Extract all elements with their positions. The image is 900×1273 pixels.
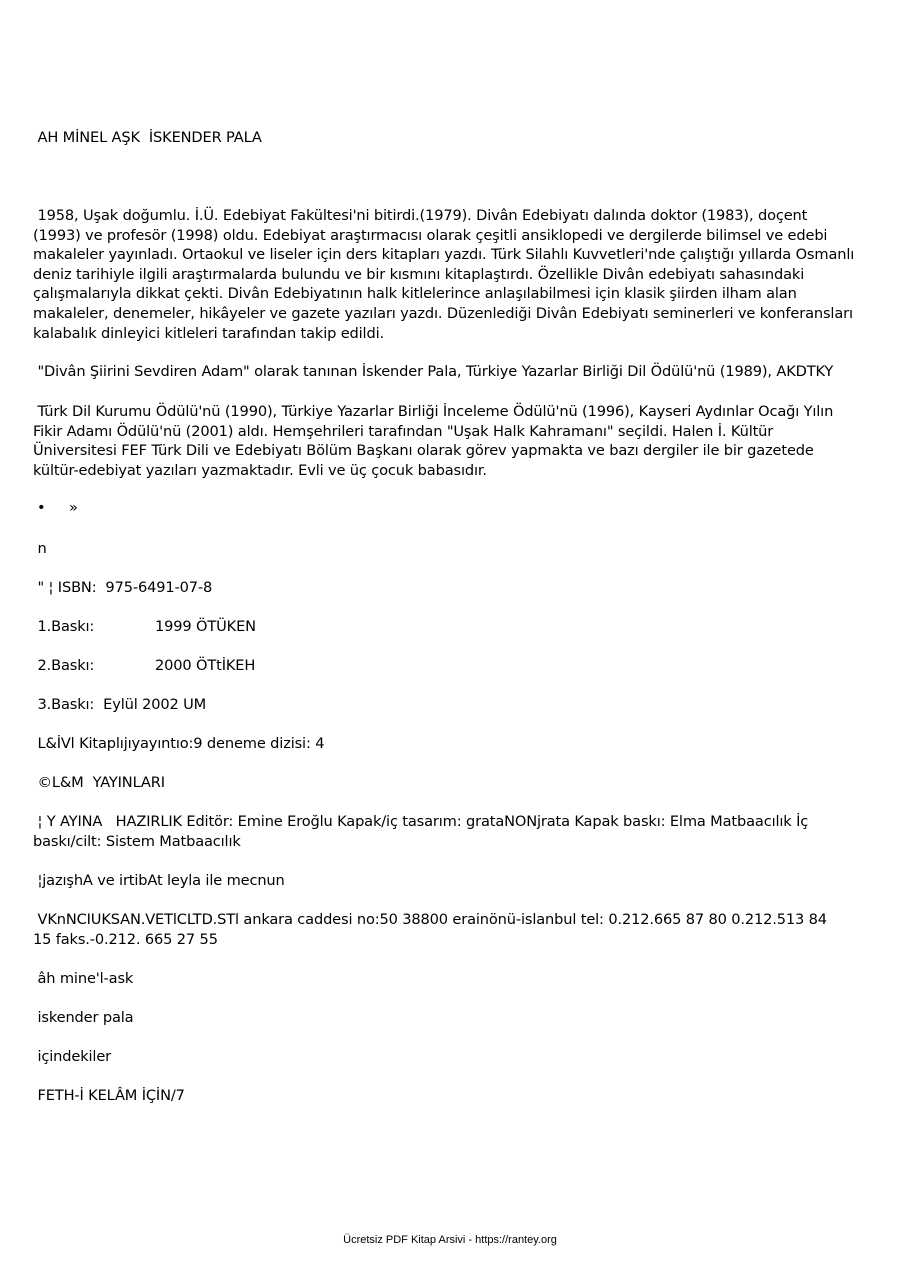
- address-line: 15 faks.-0.212. 665 27 55: [33, 930, 218, 948]
- bio-line: makaleler, denemeler, hikâyeler ve gazete yazıları yazdı. Düzenlediği Divân Edebiyatı seminerleri ve konferansları: [33, 304, 853, 322]
- author-bio-paragraph: [33, 206, 863, 343]
- page-footer: Ücretsiz PDF Kitap Arsivi - https://rantey.org: [343, 1234, 557, 1246]
- toc-heading: içindekiler: [33, 1048, 112, 1065]
- print-1-value: 1999 ÖTÜKEN: [155, 618, 256, 635]
- stray-n-line: n: [33, 540, 47, 557]
- print-2-line: [33, 656, 255, 676]
- print-2-value: 2000 ÖTtİKEH: [155, 657, 256, 674]
- isbn-line: " ¦ ISBN: 975-6491-07-8: [33, 579, 213, 596]
- print-3-line: 3.Baskı: Eylül 2002 UM: [33, 696, 207, 713]
- awards-paragraph: [33, 402, 863, 480]
- toc-item: FETH-İ KELÂM İÇİN/7: [33, 1087, 185, 1104]
- credits-line: ¦ Y AYINA HAZIRLIK Editör: Emine Eroğlu Kapak/iç tasarım: grataNONjrata Kapak baskı: Elma Matbaacılık İç: [33, 813, 809, 830]
- contact-line: ¦jazışhA ve irtibAt leyla ile mecnun: [33, 872, 285, 889]
- book-title-line: âh mine'l-ask: [33, 970, 134, 987]
- bio-line: 1958, Uşak doğumlu. İ.Ü. Edebiyat Fakültesi'ni bitirdi.(1979). Divân Edebiyatı dalında doktor (1983), doçent: [33, 207, 808, 224]
- awards-line: "Divân Şiirini Sevdiren Adam" olarak tanınan İskender Pala, Türkiye Yazarlar Birliği Dil Ödülü'nü (1989), AKDTKY: [33, 363, 834, 380]
- publisher-line: ©L&M YAYINLARI: [33, 774, 165, 791]
- bullet-row: [33, 498, 78, 576]
- credits-line: baskı/cilt: Sistem Matbaacılık: [33, 832, 241, 850]
- bio-line: makaleler yayınladı. Ortaokul ve liseler için ders kitapları yazdı. Türk Silahlı Kuvvetleri'nde çalıştığı yıllarda Osmanlı: [33, 246, 855, 264]
- print-2-label: 2.Baskı:: [33, 657, 95, 674]
- awards-cont-line: kültür-edebiyat yazıları yazmaktadır. Evli ve üç çocuk babasıdır.: [33, 461, 487, 479]
- author-line: iskender pala: [33, 1009, 134, 1026]
- guillemet-icon: »: [69, 499, 78, 516]
- document-title: AH MİNEL AŞK İSKENDER PALA: [33, 129, 262, 146]
- bio-line: çalışmalarıyla dikkat çekti. Divân Edebiyatının halk kitlelerince anlaşılabilmesi için klasik şiirden ilham alan: [33, 285, 797, 303]
- series-line: L&İVl Kitaplıjıyayıntıo:9 deneme dizisi: 4: [33, 735, 325, 752]
- credits-paragraph: [33, 812, 863, 851]
- print-1-line: [33, 617, 256, 637]
- bio-line: deniz tarihiyle ilgili araştırmalarda bulundu ve bir kısmını kitaplaştırdı. Özellikle Divân edebiyatı sahasındaki: [33, 265, 805, 283]
- bullet-icon: •: [37, 499, 46, 516]
- address-line: VKnNCIUKSAN.VETlCLTD.STl ankara caddesi no:50 38800 erainönü-islanbul tel: 0.212.665 87 80 0.212.513 84: [33, 911, 827, 928]
- print-1-label: 1.Baskı:: [33, 618, 95, 635]
- awards-cont-line: Fikir Adamı Ödülü'nü (2001) aldı. Hemşehrileri tarafından "Uşak Halk Kahramanı" seçildi. Halen İ. Kültür: [33, 422, 774, 440]
- awards-cont-line: Üniversitesi FEF Türk Dili ve Edebiyatı Bölüm Başkanı olarak görev yapmakta ve bazı dergiler ile bir gazetede: [33, 442, 814, 460]
- address-paragraph: [33, 910, 863, 949]
- bio-line: kalabalık dinleyici kitleleri tarafından takip edildi.: [33, 324, 384, 342]
- awards-cont-line: Türk Dil Kurumu Ödülü'nü (1990), Türkiye Yazarlar Birliği İnceleme Ödülü'nü (1996), Kayseri Aydınlar Ocağı Yılın: [33, 403, 834, 420]
- bio-line: (1993) ve profesör (1998) oldu. Edebiyat araştırmacısı olarak çeşitli ansiklopedi ve dergilerde bilimsel ve edebi: [33, 226, 828, 244]
